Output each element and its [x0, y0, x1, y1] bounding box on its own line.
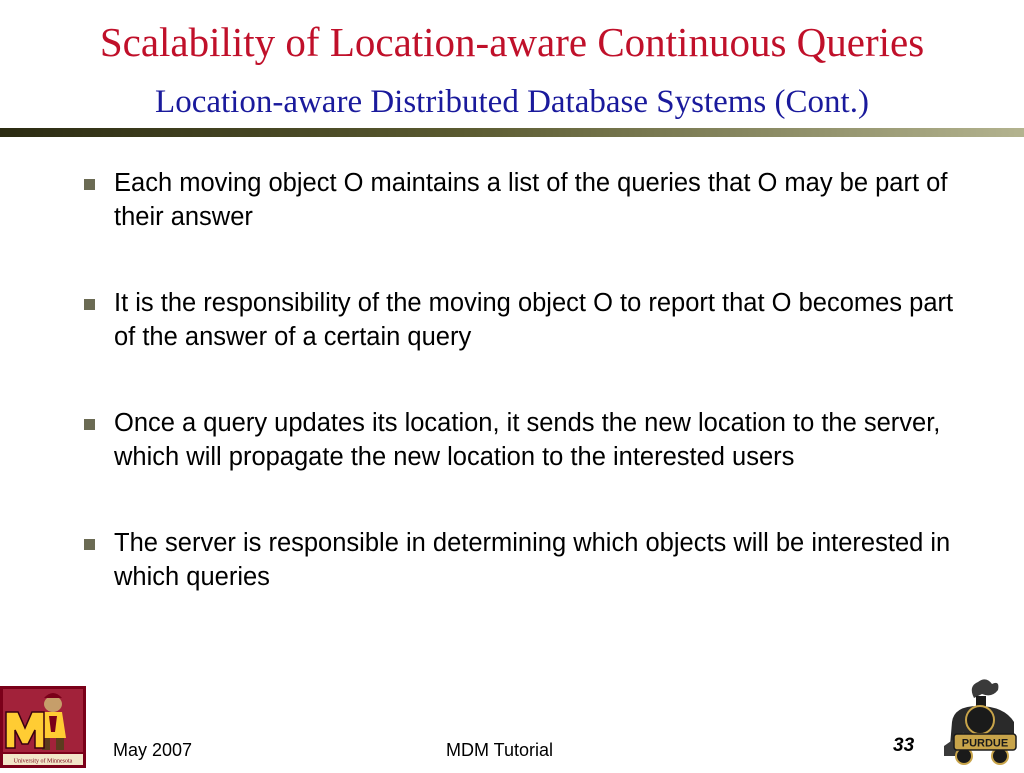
bullet-item: [78, 166, 978, 234]
bullet-text: Once a query updates its location, it sends the new location to the server, which will propagate the new location to the interested users: [114, 409, 941, 471]
slide-title: Scalability of Location-aware Continuous Queries: [99, 19, 925, 65]
bullet-square-icon: [84, 179, 95, 190]
footer-date: May 2007: [113, 740, 193, 760]
title-divider: [0, 128, 1024, 137]
footer-title: MDM Tutorial: [446, 740, 554, 760]
bullet-text: Each moving object O maintains a list of the queries that O may be part of their answer: [114, 169, 948, 231]
bullet-item: [78, 526, 978, 594]
slide-subtitle: Location-aware Distributed Database Systems (Cont.): [155, 84, 869, 120]
bullet-square-icon: [84, 299, 95, 310]
bullet-item: [78, 286, 978, 354]
bullet-text: The server is responsible in determining which objects will be interested in which queries: [114, 529, 951, 591]
left-logo-caption: University of Minnesota: [13, 758, 73, 765]
bullet-item: [78, 406, 978, 474]
bullet-square-icon: [84, 539, 95, 550]
purdue-train-logo: [934, 676, 1024, 768]
university-of-minnesota-logo: [0, 686, 86, 768]
right-logo-text: PURDUE: [961, 737, 1009, 750]
bullet-list: [78, 166, 978, 646]
bullet-text: It is the responsibility of the moving object O to report that O becomes part of the answer of a certain query: [114, 289, 954, 351]
bullet-square-icon: [84, 419, 95, 430]
page-number: 33: [893, 735, 915, 756]
